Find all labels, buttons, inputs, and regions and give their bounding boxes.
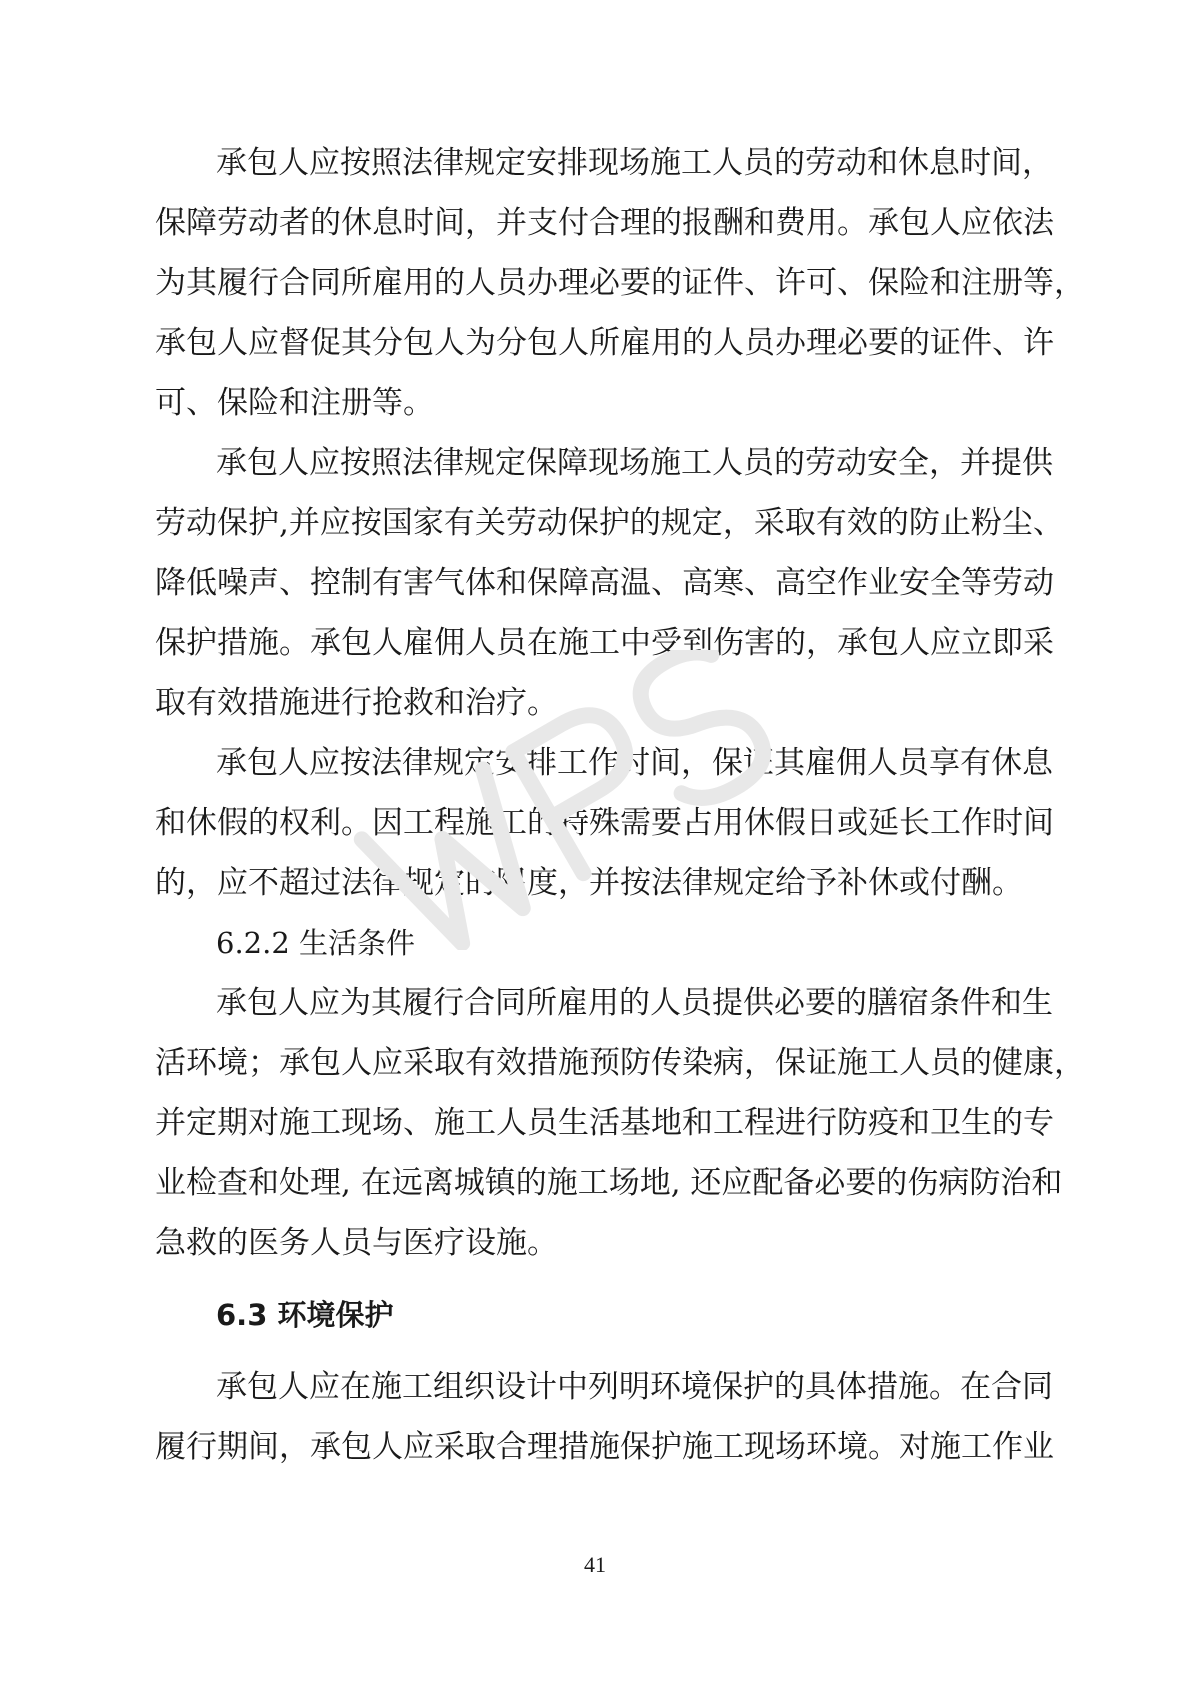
paragraph-4-line-4: 业检查和处理, 在远离城镇的施工场地, 还应配备必要的伤病防治和 <box>155 1165 1063 1201</box>
section-heading: 6.3 环境保护 <box>216 1298 394 1332</box>
paragraph-2-line-3: 降低噪声、控制有害气体和保障高温、高寒、高空作业安全等劳动 <box>155 565 1054 601</box>
subsection-heading: 6.2.2 生活条件 <box>216 926 416 960</box>
paragraph-1-line-5: 可、保险和注册等。 <box>155 385 434 421</box>
paragraph-4-line-5: 急救的医务人员与医疗设施。 <box>155 1225 558 1261</box>
paragraph-3-line-3: 的，应不超过法律规定的限度，并按法律规定给予补休或付酬。 <box>155 865 1023 901</box>
paragraph-2-line-2: 劳动保护,并应按国家有关劳动保护的规定，采取有效的防止粉尘、 <box>155 505 1064 541</box>
page-number: 41 <box>584 1552 606 1577</box>
paragraph-5-line-1: 承包人应在施工组织设计中列明环境保护的具体措施。在合同 <box>216 1369 1053 1405</box>
paragraph-5-line-2: 履行期间，承包人应采取合理措施保护施工现场环境。对施工作业 <box>155 1429 1054 1465</box>
paragraph-1-line-1: 承包人应按照法律规定安排现场施工人员的劳动和休息时间， <box>216 145 1053 181</box>
paragraph-4-line-1: 承包人应为其履行合同所雇用的人员提供必要的膳宿条件和生 <box>216 985 1053 1021</box>
paragraph-1-line-2: 保障劳动者的休息时间，并支付合理的报酬和费用。承包人应依法 <box>155 205 1054 241</box>
paragraph-4-line-3: 并定期对施工现场、施工人员生活基地和工程进行防疫和卫生的专 <box>155 1105 1054 1141</box>
paragraph-2-line-1: 承包人应按照法律规定保障现场施工人员的劳动安全，并提供 <box>216 445 1053 481</box>
paragraph-3-line-2: 和休假的权利。因工程施工的特殊需要占用休假日或延长工作时间 <box>155 805 1054 841</box>
paragraph-3-line-1: 承包人应按法律规定安排工作时间，保证其雇佣人员享有休息 <box>216 745 1053 781</box>
paragraph-2-line-5: 取有效措施进行抢救和治疗。 <box>155 685 558 721</box>
paragraph-1-line-4: 承包人应督促其分包人为分包人所雇用的人员办理必要的证件、许 <box>155 325 1054 361</box>
paragraph-2-line-4: 保护措施。承包人雇佣人员在施工中受到伤害的，承包人应立即采 <box>155 625 1054 661</box>
paragraph-4-line-2: 活环境；承包人应采取有效措施预防传染病，保证施工人员的健康， <box>155 1045 1085 1081</box>
paragraph-1-line-3: 为其履行合同所雇用的人员办理必要的证件、许可、保险和注册等， <box>155 265 1085 301</box>
